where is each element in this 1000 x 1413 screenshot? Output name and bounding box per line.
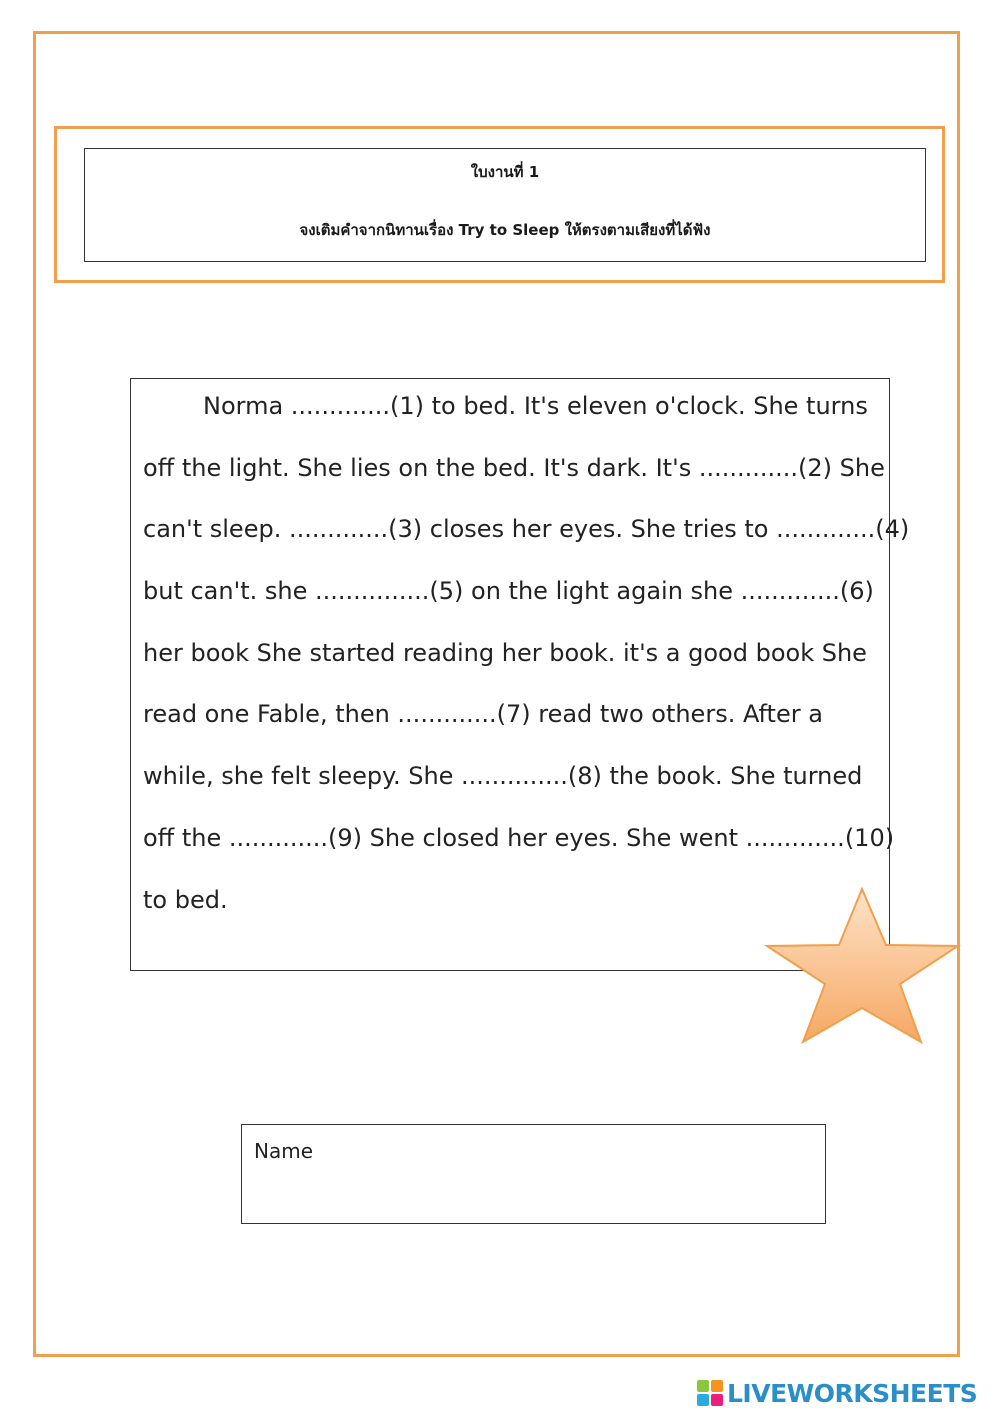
story-line-4: but can't. she ...............(5) on the light again she .............(6) [143, 577, 874, 605]
story-line-5: her book She started reading her book. it's a good book She [143, 639, 867, 667]
story-line-7: while, she felt sleepy. She ..............(8) the book. She turned [143, 762, 863, 790]
star-icon [764, 886, 962, 1046]
name-field[interactable] [241, 1124, 826, 1224]
worksheet-instruction: จงเติมคำจากนิทานเรื่อง Try to Sleep ให้ตรงตามเสียงที่ได้ฟัง [299, 221, 711, 239]
story-line-9: to bed. [143, 886, 228, 914]
logo-text: LIVEWORKSHEETS [727, 1378, 978, 1408]
story-line-2: off the light. She lies on the bed. It's dark. It's .............(2) She [143, 454, 885, 482]
worksheet-title: ใบงานที่ 1 [470, 163, 540, 181]
story-line-8: off the .............(9) She closed her eyes. She went .............(10) [143, 824, 895, 852]
story-line-1: Norma .............(1) to bed. It's eleven o'clock. She turns [203, 392, 868, 420]
story-line-6: read one Fable, then .............(7) read two others. After a [143, 700, 823, 728]
story-line-3: can't sleep. .............(3) closes her eyes. She tries to .............(4) [143, 515, 910, 543]
name-label: Name [254, 1139, 314, 1163]
liveworksheets-logo-icon [697, 1380, 723, 1406]
liveworksheets-logo [697, 1376, 977, 1410]
